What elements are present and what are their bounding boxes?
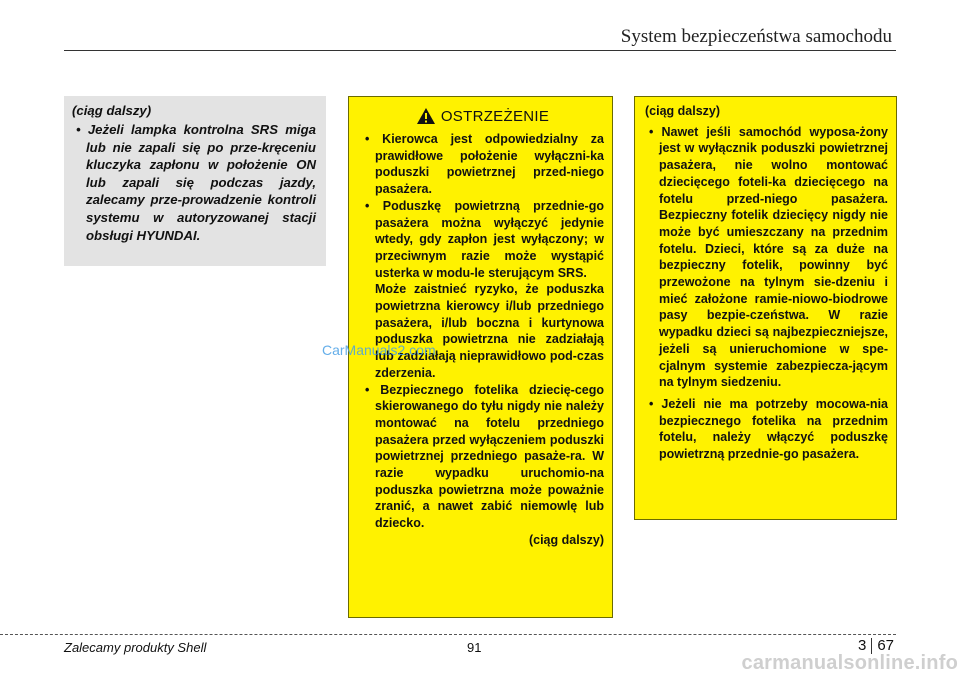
page-header-title: System bezpieczeństwa samochodu xyxy=(620,26,892,47)
footer-rule xyxy=(0,634,896,635)
warning-heading xyxy=(361,107,604,125)
footer-chapter: 3 xyxy=(857,637,867,654)
footer-page-index: 91 xyxy=(467,640,482,655)
warning-triangle-icon xyxy=(416,107,436,125)
footer-site-watermark: carmanualsonline.info xyxy=(741,652,958,674)
warning-continued-label: (ciąg dalszy) xyxy=(528,532,604,547)
continued-item: • Nawet jeśli samochód wyposa-żony jest w wyłącznik poduszki powietrznej pasażera, nie wolno montować dziecięcego foteli-ka dziecięcego na fotelu przed-niego pasażera. Bezpieczny fotelik dziecięcy nigdy nie może być umieszczany na przednim fotelu. Dzieci, które są za duże na bezpieczny fotelik, powinny być przewożone na tylnym sie-dzeniu i mieć założone ramie-niowo-biodrowe pasy bezpie-czeństwa. W razie wypadku dzieci są najbezpieczniejsze, jeżeli są unieruchomione w spe-cjalnym systemie zabezpiecza-jącym na tylnym siedzeniu. xyxy=(649,124,888,390)
continued-panel-label: (ciąg dalszy) xyxy=(645,104,721,118)
header-rule xyxy=(64,50,896,51)
continued-warning-panel xyxy=(634,96,897,520)
watermark: CarManuals2.com xyxy=(322,342,436,358)
continued-text xyxy=(645,124,888,463)
warning-heading-label: OSTRZEŻENIE xyxy=(440,107,550,125)
grey-note-panel xyxy=(64,96,326,266)
grey-continued-label: (ciąg dalszy) xyxy=(72,103,152,118)
warning-text xyxy=(361,131,604,549)
warning-item: • Kierowca jest odpowiedzialny za prawidłowe położenie wyłączni-ka poduszki powietrznej przed-niego pasażera. xyxy=(365,132,604,197)
footer-page: 67 xyxy=(877,637,894,654)
warning-item: • Bezpiecznego fotelika dziecię-cego skierowanego do tyłu nigdy nie należy montować na fotelu przedniego pasażera przed wyłączeniem poduszki powietrznej przedniego pasaże-ra. W razie wypadku uruchomio-na poduszka powietrzna może poważnie zranić, a nawet zabić niemowlę lub dziecko. xyxy=(365,382,604,531)
continued-item: • Jeżeli nie ma potrzeby mocowa-nia bezpiecznego fotelika na przednim fotelu, należy włączyć poduszkę powietrzną przednie-go pasażera. xyxy=(649,396,888,462)
warning-paragraph: Może zaistnieć ryzyko, że poduszka powietrzna kierowcy i/lub przedniego pasażera, i/lub boczna i kurtynowa poduszka powietrzna nie zadziałają lub zadziałają nieprawidłowo pod-czas zderzenia. xyxy=(375,282,604,380)
grey-bullet-text: • Jeżeli lampka kontrolna SRS miga lub nie zapali się po prze-kręceniu kluczyka zapłonu w położenie ON lub zapali się podczas jazdy, zalecamy prze-prowadzenie kontroli systemu w autoryzowanej stacji obsługi HYUNDAI. xyxy=(76,122,316,243)
footer-sponsor-text: Zalecamy produkty Shell xyxy=(64,640,207,655)
warning-item: • Poduszkę powietrzną przednie-go pasażera można wyłączyć jedynie wtedy, gdy zapłon jest wyłączony; w przeciwnym razie może wystąpić usterka w modu-le sterującym SRS. xyxy=(365,198,604,280)
